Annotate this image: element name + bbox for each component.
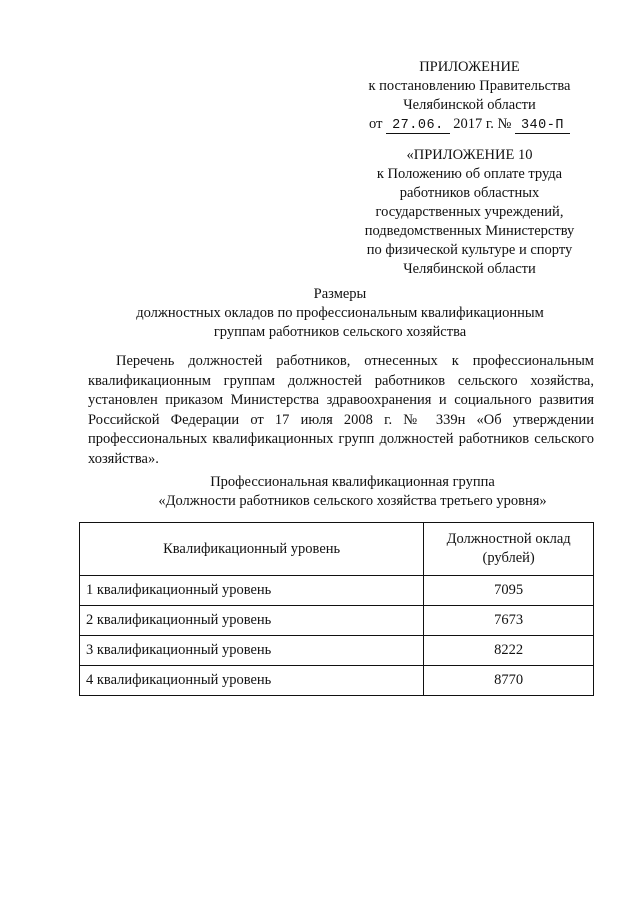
annex10-line: подведомственных Министерству <box>364 223 575 239</box>
decree-year: 2017 г. <box>453 116 494 132</box>
salary-table <box>79 522 594 696</box>
intro-paragraph <box>88 352 594 469</box>
heading-line-1: Размеры <box>313 286 367 302</box>
column-header-level: Квалификационный уровень <box>80 523 424 576</box>
level-cell: 4 квалификационный уровень <box>80 666 424 696</box>
table-row <box>80 666 594 696</box>
salary-cell: 8770 <box>424 666 594 696</box>
level-cell: 3 квалификационный уровень <box>80 636 424 666</box>
table-header-row <box>80 523 594 576</box>
document-heading <box>60 285 620 342</box>
annex-header <box>352 58 587 135</box>
column-header-salary: Должностной оклад (рублей) <box>424 523 594 576</box>
qualification-group-title <box>60 473 640 511</box>
salary-cell: 7673 <box>424 606 594 636</box>
annex10-line: по физической культуре и спорту <box>366 242 573 258</box>
salary-cell: 7095 <box>424 576 594 606</box>
annex-date-line <box>352 115 587 135</box>
table-row <box>80 576 594 606</box>
group-line-1: Профессиональная квалификационная группа <box>210 474 495 490</box>
table-row <box>80 636 594 666</box>
date-prefix: от <box>369 116 383 132</box>
group-line-2: «Должности работников сельского хозяйства третьего уровня» <box>158 493 547 509</box>
annex-line-2: Челябинской области <box>403 97 536 113</box>
annex10-line: к Положению об оплате труда <box>376 166 563 182</box>
decree-date: 27.06. <box>386 118 450 134</box>
number-sign: № <box>497 116 512 132</box>
annex10-line: работников областных <box>399 185 540 201</box>
heading-line-3: группам работников сельского хозяйства <box>213 324 467 340</box>
annex-title: ПРИЛОЖЕНИЕ <box>419 59 520 75</box>
level-cell: 2 квалификационный уровень <box>80 606 424 636</box>
level-cell: 1 квалификационный уровень <box>80 576 424 606</box>
annex10-line: государственных учреждений, <box>375 204 564 220</box>
salary-cell: 8222 <box>424 636 594 666</box>
annex10-title: «ПРИЛОЖЕНИЕ 10 <box>406 147 533 163</box>
table-row <box>80 606 594 636</box>
annex10-line: Челябинской области <box>403 261 536 277</box>
intro-text: Перечень должностей работников, отнесенных к профессиональным квалификационным группам должностей работников сельского хозяйства, установлен приказом Министерства здравоохранения и социального развития Российской Федерации от 17 июля 2008 г. № 339н «Об утверждении профессиональных квалификационных групп должностей работников сельского хозяйства». <box>88 353 594 467</box>
decree-number: 340-П <box>515 118 570 134</box>
annex-line-1: к постановлению Правительства <box>368 78 571 94</box>
annex10-header <box>352 146 587 279</box>
heading-line-2: должностных окладов по профессиональным квалификационным <box>136 305 544 321</box>
